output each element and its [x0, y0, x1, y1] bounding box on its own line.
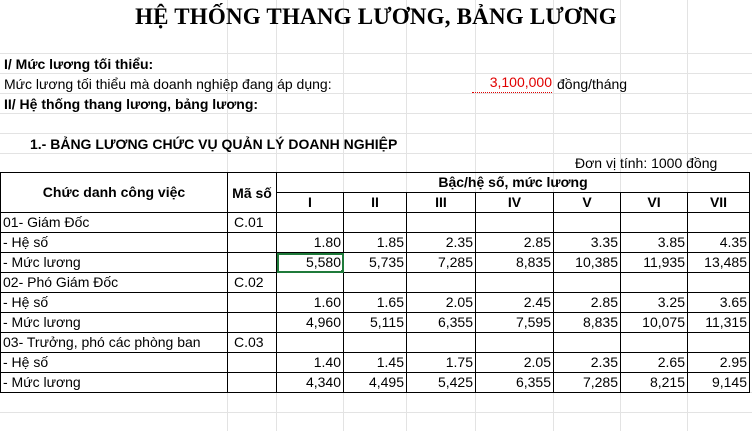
cell-value: 5,580	[305, 254, 341, 270]
cell[interactable]	[621, 333, 688, 353]
cell[interactable]	[407, 273, 476, 293]
cell[interactable]: 2.95	[688, 353, 750, 373]
cell[interactable]: 5,735	[344, 253, 407, 273]
row-label[interactable]: 02- Phó Giám Đốc	[1, 273, 228, 293]
gridline	[0, 412, 752, 413]
cell[interactable]: 2.85	[554, 293, 621, 313]
cell[interactable]: 10,075	[621, 313, 688, 333]
selected-cell[interactable]	[277, 253, 344, 273]
cell[interactable]	[407, 213, 476, 233]
unit-note: Đơn vị tính: 1000 đồng	[575, 155, 718, 171]
cell[interactable]	[688, 333, 750, 353]
row-label[interactable]: - Hệ số	[1, 353, 228, 373]
cell[interactable]: 4,495	[344, 373, 407, 393]
row-label[interactable]: - Mức lương	[1, 373, 228, 393]
cell[interactable]	[554, 213, 621, 233]
cell[interactable]: 10,385	[554, 253, 621, 273]
header-job-title[interactable]: Chức danh công việc	[1, 173, 228, 213]
cell[interactable]	[476, 333, 554, 353]
cell[interactable]: 7,595	[476, 313, 554, 333]
cell[interactable]: 1.60	[277, 293, 344, 313]
cell[interactable]	[621, 213, 688, 233]
gridline	[0, 153, 752, 154]
cell[interactable]: 4,960	[277, 313, 344, 333]
fill-handle[interactable]	[341, 270, 344, 273]
row-code[interactable]	[228, 253, 277, 273]
wage-table	[0, 172, 750, 393]
cell[interactable]	[554, 333, 621, 353]
minimum-wage-unit: đồng/tháng	[557, 76, 628, 92]
row-code[interactable]: C.02	[228, 273, 277, 293]
cell[interactable]: 1.40	[277, 353, 344, 373]
table-row	[1, 313, 750, 333]
cell[interactable]: 1.45	[344, 353, 407, 373]
grade-header[interactable]: VII	[688, 193, 750, 213]
cell[interactable]: 4,340	[277, 373, 344, 393]
gridline	[0, 133, 752, 134]
cell[interactable]: 11,935	[621, 253, 688, 273]
gridline	[0, 113, 752, 114]
header-code[interactable]: Mã số	[228, 173, 277, 213]
cell[interactable]: 5,425	[407, 373, 476, 393]
row-label[interactable]: - Mức lương	[1, 253, 228, 273]
cell[interactable]: 1.75	[407, 353, 476, 373]
cell[interactable]: 3.65	[688, 293, 750, 313]
cell[interactable]: 1.85	[344, 233, 407, 253]
cell[interactable]	[621, 273, 688, 293]
gridline	[0, 73, 752, 74]
cell[interactable]: 2.35	[554, 353, 621, 373]
cell[interactable]: 2.45	[476, 293, 554, 313]
row-code[interactable]: C.01	[228, 213, 277, 233]
row-code[interactable]: C.03	[228, 333, 277, 353]
minimum-wage-label: Mức lương tối thiểu mà doanh nghiệp đang áp dụng:	[4, 76, 332, 92]
cell[interactable]: 1.65	[344, 293, 407, 313]
row-label[interactable]: - Mức lương	[1, 313, 228, 333]
section-wage-system-heading: II/ Hệ thống thang lương, bảng lương:	[4, 96, 259, 112]
cell[interactable]	[277, 273, 344, 293]
page-title: HỆ THỐNG THANG LƯƠNG, BẢNG LƯƠNG	[135, 4, 617, 29]
cell[interactable]	[344, 273, 407, 293]
cell[interactable]: 2.65	[621, 353, 688, 373]
cell[interactable]	[344, 333, 407, 353]
section-minimum-wage-heading: I/ Mức lương tối thiểu:	[4, 56, 154, 72]
cell[interactable]: 5,115	[344, 313, 407, 333]
grade-header[interactable]: VI	[621, 193, 688, 213]
table-row	[1, 293, 750, 313]
cell[interactable]: 6,355	[407, 313, 476, 333]
cell[interactable]	[277, 213, 344, 233]
row-label[interactable]: - Hệ số	[1, 233, 228, 253]
table-row	[1, 253, 750, 273]
row-code[interactable]	[228, 233, 277, 253]
cell[interactable]: 11,315	[688, 313, 750, 333]
cell[interactable]	[554, 273, 621, 293]
cell[interactable]: 2.05	[407, 293, 476, 313]
cell[interactable]: 2.85	[476, 233, 554, 253]
cell[interactable]: 13,485	[688, 253, 750, 273]
row-code[interactable]	[228, 353, 277, 373]
table-row	[1, 373, 750, 393]
grade-header[interactable]: IV	[476, 193, 554, 213]
grade-header[interactable]: II	[344, 193, 407, 213]
grade-header[interactable]: III	[407, 193, 476, 213]
table-row	[1, 213, 750, 233]
cell[interactable]	[407, 333, 476, 353]
cell[interactable]: 9,145	[688, 373, 750, 393]
cell[interactable]: 7,285	[554, 373, 621, 393]
cell[interactable]: 4.35	[688, 233, 750, 253]
cell[interactable]: 8,835	[554, 313, 621, 333]
row-code[interactable]	[228, 373, 277, 393]
gridline	[0, 53, 752, 54]
cell[interactable]: 7,285	[407, 253, 476, 273]
table-row	[1, 233, 750, 253]
row-label[interactable]: 01- Giám Đốc	[1, 213, 228, 233]
cell[interactable]: 2.35	[407, 233, 476, 253]
cell[interactable]: 6,355	[476, 373, 554, 393]
cell[interactable]	[688, 273, 750, 293]
cell[interactable]: 3.25	[621, 293, 688, 313]
table-row	[1, 353, 750, 373]
cell[interactable]	[476, 213, 554, 233]
gridline	[0, 93, 752, 94]
cell[interactable]: 3.35	[554, 233, 621, 253]
cell[interactable]: 8,835	[476, 253, 554, 273]
cell[interactable]: 2.05	[476, 353, 554, 373]
row-label[interactable]: - Hệ số	[1, 293, 228, 313]
table-row	[1, 333, 750, 353]
cell[interactable]: 1.80	[277, 233, 344, 253]
cell[interactable]	[277, 333, 344, 353]
cell[interactable]: 3.85	[621, 233, 688, 253]
table-row	[1, 273, 750, 293]
cell[interactable]	[344, 213, 407, 233]
table-header-row	[1, 173, 750, 193]
row-code[interactable]	[228, 293, 277, 313]
cell[interactable]: 8,215	[621, 373, 688, 393]
header-grade-group[interactable]: Bậc/hệ số, mức lương	[277, 173, 750, 193]
subsection-heading: 1.- BẢNG LƯƠNG CHỨC VỤ QUẢN LÝ DOANH NGHIỆP	[30, 136, 398, 152]
row-label[interactable]: 03- Trưởng, phó các phòng ban	[1, 333, 228, 353]
grade-header[interactable]: I	[277, 193, 344, 213]
cell[interactable]	[688, 213, 750, 233]
minimum-wage-value[interactable]: 3,100,000	[472, 74, 552, 93]
row-code[interactable]	[228, 313, 277, 333]
cell[interactable]	[476, 273, 554, 293]
grade-header[interactable]: V	[554, 193, 621, 213]
